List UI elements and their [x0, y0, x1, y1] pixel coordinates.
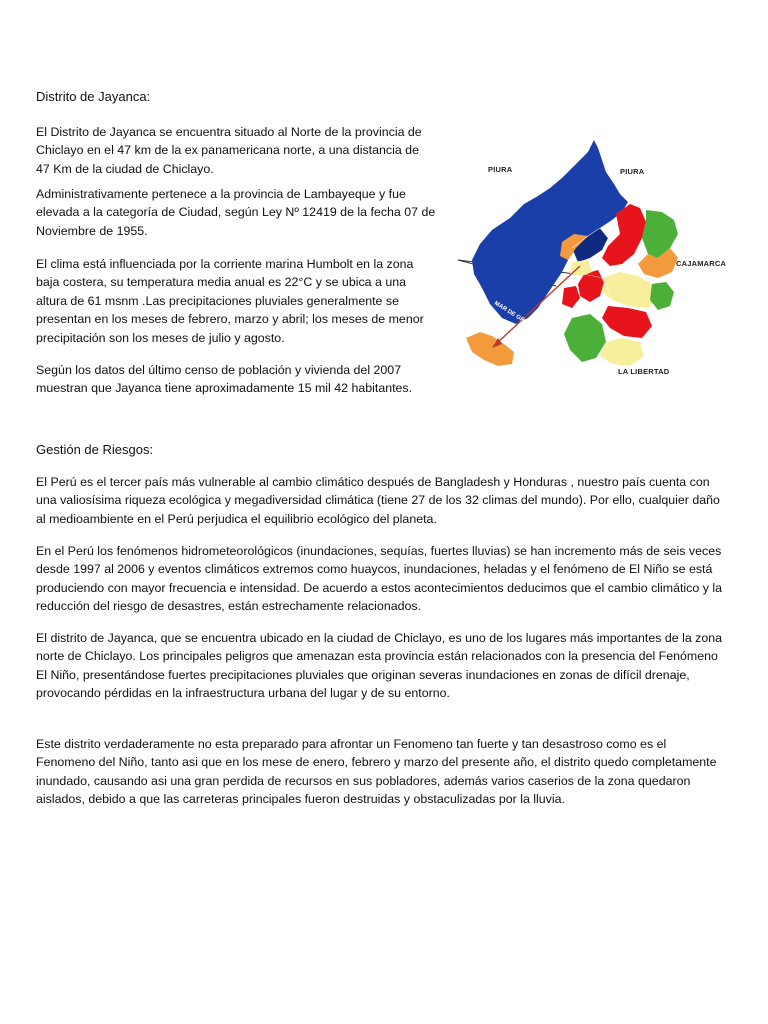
risk-paragraph-flood: Este distrito verdaderamente no esta preparado para afrontar un Fenomeno tan fuerte y tan desastroso como es el Fenomeno del Niño, tanto asi que en los mese de enero, febrero y marzo del presente año, el distrito quedo completamente inundado, causando asi una gran perdida de recursos en sus pobladores, además varios caserios de la zona quedaron aislados, debido a que las carreteras principales fueron destruidas y obstaculizadas por la lluvia. — [36, 737, 717, 807]
district-title: Distrito de Jayanca: — [36, 89, 151, 104]
label-cajamarca: CAJAMARCA — [676, 259, 727, 268]
label-sea: MAR DE GRAU — [492, 300, 533, 329]
map-region-red-south — [602, 306, 652, 338]
map-region-yellow — [602, 272, 658, 308]
intro-paragraph-climate: El clima está influenciada por la corriente marina Humbolt en la zona baja costera, su temperatura media anual es 22°C y se ubica a una altura de 61 msnm .Las precipitaciones pluviales generalmente se presentan en los meses de febrero, marzo y abril; los meses de menor precipitación son los meses de julio y agosto. — [36, 257, 424, 345]
map-region-yellow-south — [600, 338, 644, 366]
map-region-red-small — [562, 286, 580, 308]
map-graphic — [452, 138, 734, 380]
risk-paragraph-vulnerability: El Perú es el tercer país más vulnerable al cambio climático después de Bangladesh y Honduras , nuestro país cuenta con una valiosísima riqueza ecológica y megadiversidad climática (tiene 27 de los 32 climas del mundo). Por ello, cualquier daño al medioambiente en el Perú perjudica el equilibrio ecológico del planeta. — [36, 475, 720, 526]
intro-paragraph-census: Según los datos del último censo de población y vivienda del 2007 muestran que Jayanca tiene aproximadamente 15 mil 42 habitantes. — [36, 363, 413, 396]
intro-paragraph-administration: Administrativamente pertenece a la provincia de Lambayeque y fue elevada a la categoría de Ciudad, según Ley Nº 12419 de la fecha 07 de Noviembre de 1955. — [36, 187, 436, 238]
label-piura-right: PIURA — [620, 167, 645, 176]
lambayeque-map — [452, 138, 734, 380]
map-region-green-northeast — [642, 210, 678, 258]
label-la-libertad: LA LIBERTAD — [618, 367, 670, 376]
map-region-green-east — [650, 282, 674, 310]
risk-paragraph-phenomena: En el Perú los fenómenos hidrometeorológicos (inundaciones, sequías, fuertes lluvias) se han incremento más de seis veces desde 1997 al 2006 y eventos climáticos extremos como huaycos, inundaciones, heladas y el fenómeno de El Niño se está produciendo con mayor frecuencia e intensidad. De acuerdo a estos acontecimientos deducimos que el cambio climático y la reducción del riesgo de desastres, están estrechamente relacionados. — [36, 544, 722, 614]
intro-paragraph-location: El Distrito de Jayanca se encuentra situado al Norte de la provincia de Chiclayo en el 47 km de la ex panamericana norte, a una distancia de 47 Km de la ciudad de Chiclayo. — [36, 125, 422, 176]
risk-paragraph-jayanca: El distrito de Jayanca, que se encuentra ubicado en la ciudad de Chiclayo, es uno de los lugares más importantes de la zona norte de Chiclayo. Los principales peligros que amenazan esta provincia están relacionados con la presencia del Fenómeno El Niño, presentándose fuertes precipitaciones pluviales que originan severas inundaciones en zonas de difícil drenaje, provocando pérdidas en la infraestructura urbana del lugar y de su entorno. — [36, 631, 723, 701]
map-region-orange-island — [466, 332, 514, 366]
label-piura-left: PIURA — [488, 165, 513, 174]
map-region-green-south — [564, 314, 606, 362]
risk-title: Gestión de Riesgos: — [36, 442, 154, 457]
